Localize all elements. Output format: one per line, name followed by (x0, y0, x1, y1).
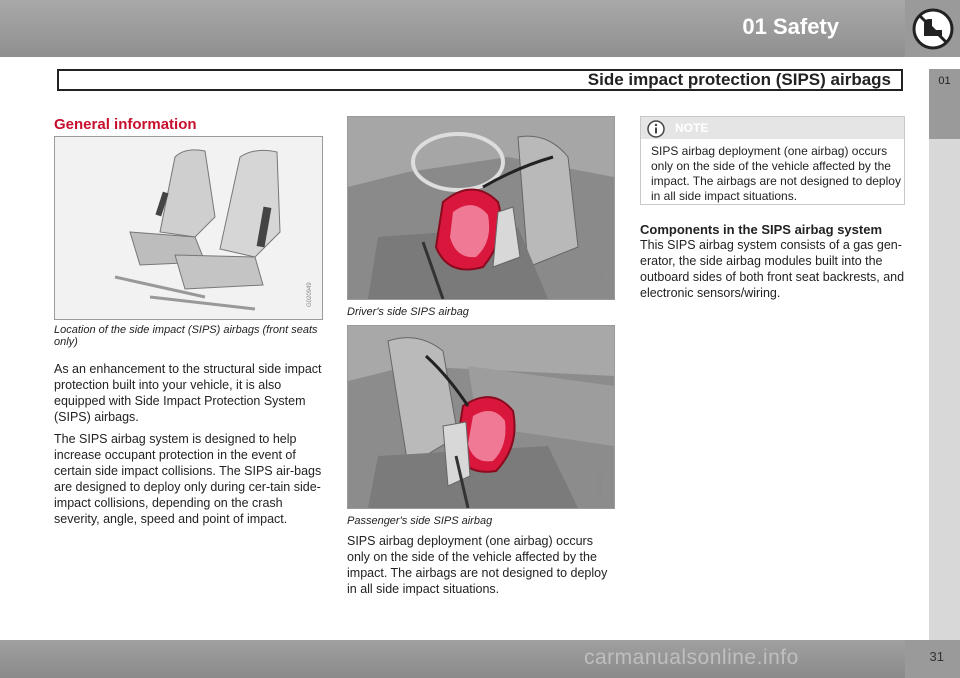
chapter-header-bar (0, 0, 905, 57)
seats-drawing (55, 137, 322, 319)
body-paragraph: The SIPS airbag system is designed to help increase occupant protection in the event of certain side impact collisions. The SIPS air-bags are designed to deploy only during cer-tain side-impact collisions, depending on the crash severity, angle, speed and point of impact. (54, 432, 322, 526)
components-heading: Components in the SIPS airbag system (640, 222, 882, 237)
info-icon (647, 120, 665, 143)
note-title: NOTE (675, 121, 709, 135)
no-child-seat-icon (905, 0, 960, 57)
body-paragraph: SIPS airbag deployment (one airbag) occurs only on the side of the vehicle affected by the impact. The airbags are not designed to deploy in all side impact situations. (347, 534, 608, 596)
right-margin-strip (929, 139, 960, 640)
note-text: SIPS airbag deployment (one airbag) occurs only on the side of the vehicle affected by the impact. The airbags are not designed to deploy in all side impact situations. (651, 144, 901, 203)
chapter-title: 01 Safety (742, 14, 839, 39)
body-paragraph: As an enhancement to the structural side impact protection built into your vehicle, it is also equipped with Side Impact Protection System (SIPS) airbags. (54, 362, 322, 424)
driver-side-airbag-illustration (347, 116, 615, 300)
page-number: 31 (929, 649, 944, 664)
passenger-airbag-drawing (348, 326, 614, 508)
image-code: G024278 (598, 473, 604, 498)
driver-airbag-drawing (348, 117, 614, 299)
watermark: carmanualsonline.info (584, 646, 799, 669)
note-header (641, 117, 904, 139)
note-box (640, 116, 905, 205)
side-tab-label: 01 (938, 75, 951, 87)
general-information-heading: General information (54, 116, 197, 133)
image-code: G024277 (598, 264, 604, 289)
section-title-bar (57, 69, 903, 91)
image-code: G020949 (307, 282, 313, 307)
seats-illustration (54, 136, 323, 320)
section-title: Side impact protection (SIPS) airbags (587, 70, 891, 89)
column1-body (54, 361, 322, 533)
chapter-side-tab (929, 69, 960, 139)
driver-airbag-caption: Driver's side SIPS airbag (347, 306, 469, 318)
column3-body (640, 237, 906, 307)
seats-caption: Location of the side impact (SIPS) airbags (front seats only) (54, 324, 318, 348)
passenger-side-airbag-illustration (347, 325, 615, 509)
passenger-airbag-caption: Passenger's side SIPS airbag (347, 515, 493, 527)
column2-body (347, 533, 617, 603)
body-paragraph: This SIPS airbag system consists of a gas gen-erator, the side airbag modules built into the outboard sides of both front seat backrests, and electronic sensors/wiring. (640, 238, 905, 300)
